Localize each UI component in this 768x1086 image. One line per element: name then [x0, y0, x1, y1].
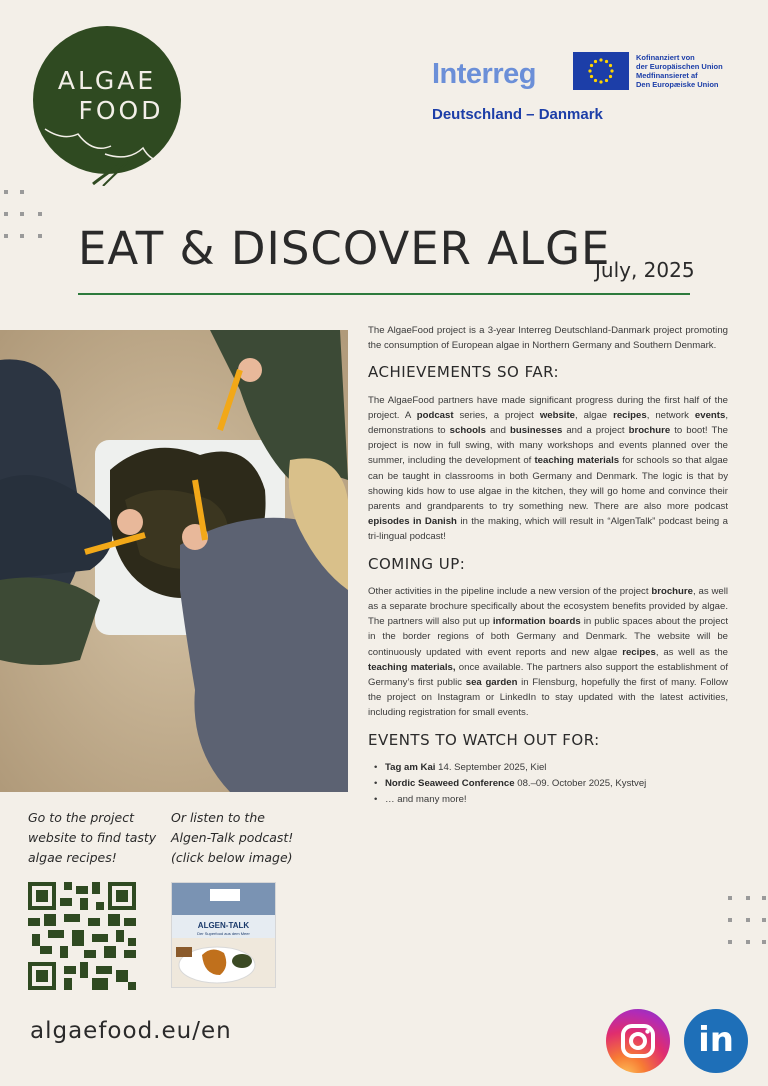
- title-divider: [78, 293, 690, 295]
- website-note: Go to the project website to find tasty algae recipes!: [28, 810, 157, 865]
- page-title: EAT & DISCOVER ALGE: [78, 222, 611, 275]
- podcast-thumbnail-link[interactable]: [171, 882, 276, 988]
- section-title-achievements: ACHIEVEMENTS SO FAR:: [368, 363, 560, 382]
- list-item: • … and many more!: [368, 792, 728, 807]
- interreg-logo: Interreg: [432, 58, 536, 90]
- region-label: Deutschland – Danmark: [432, 106, 603, 123]
- list-item: • Tag am Kai 14. September 2025, Kiel: [368, 760, 728, 775]
- instagram-icon[interactable]: [606, 1009, 670, 1073]
- section-title-events: EVENTS TO WATCH OUT FOR:: [368, 730, 600, 749]
- decorative-dots-left: [0, 190, 50, 250]
- intro-paragraph: The AlgaeFood project is a 3-year Interreg Deutschland-Danmark project promoting the consumption of European algae in Northern Germany and Southern Denmark.: [368, 325, 728, 352]
- podcast-thumb-title: ALGEN-TALK: [197, 921, 250, 930]
- website-link[interactable]: algaefood.eu/en: [30, 1018, 232, 1044]
- achievements-paragraph: The AlgaeFood partners have made significant progress during the first half of the project. A podcast series, a project website, algae recipes, network events, demonstrations to schools and businesses and a project brochure to boot! The project is now in full swing, with many workshops and events planned over the summer, including the development of teaching materials for schools so that algae can be taught in classrooms in both Germany and Denmark. The logic is that by showing kids how to use algae in the kitchen, they will go home and convince their parents and grandparents to try something new. There are also more podcast episodes in Danish in the making, which will result in “AlgenTalk” podcast being a tri-lingual podcast!: [368, 394, 728, 543]
- logo-line-food: FOOD: [78, 96, 164, 125]
- podcast-note: Or listen to the Algen-Talk podcast! (click below image): [171, 810, 294, 865]
- eu-flag-icon: [573, 52, 629, 90]
- list-item: • Nordic Seaweed Conference 08.–09. October 2025, Kystvej: [368, 776, 728, 791]
- events-list: [368, 760, 728, 808]
- logo-line-algae: ALGAE: [57, 66, 157, 95]
- article-body: [368, 323, 728, 808]
- coming-up-paragraph: Other activities in the pipeline include a new version of the project brochure, as well as a separate brochure specifically about the ecosystem benefits provided by algae. The partners will also put up information boards in public spaces about the project in the border regions of both Germany and Denmark. The website will be continuously updated with event reports and new algae recipes, as well as the teaching materials, once available. The partners also support the establishment of Germany’s first public sea garden in Flensburg, hopefully the first of many. Follow the project on Instagram or LinkedIn to stay updated with the latest activities, including registration for small events.: [368, 585, 728, 719]
- seaweed-workshop-photo: [0, 330, 348, 792]
- eu-cofunding-text: Kofinanziert von der Europäischen Union Medfinansieret af Den Europæiske Union: [636, 53, 723, 89]
- decorative-dots-right: [722, 896, 768, 956]
- linkedin-icon[interactable]: in: [684, 1009, 748, 1073]
- podcast-thumb-subtitle: Der Superfood aus dem Meer: [197, 931, 250, 936]
- issue-date: July, 2025: [595, 258, 695, 282]
- section-title-coming-up: COMING UP:: [368, 554, 466, 573]
- qr-code-icon[interactable]: [28, 882, 136, 990]
- algaefood-logo: [33, 26, 181, 174]
